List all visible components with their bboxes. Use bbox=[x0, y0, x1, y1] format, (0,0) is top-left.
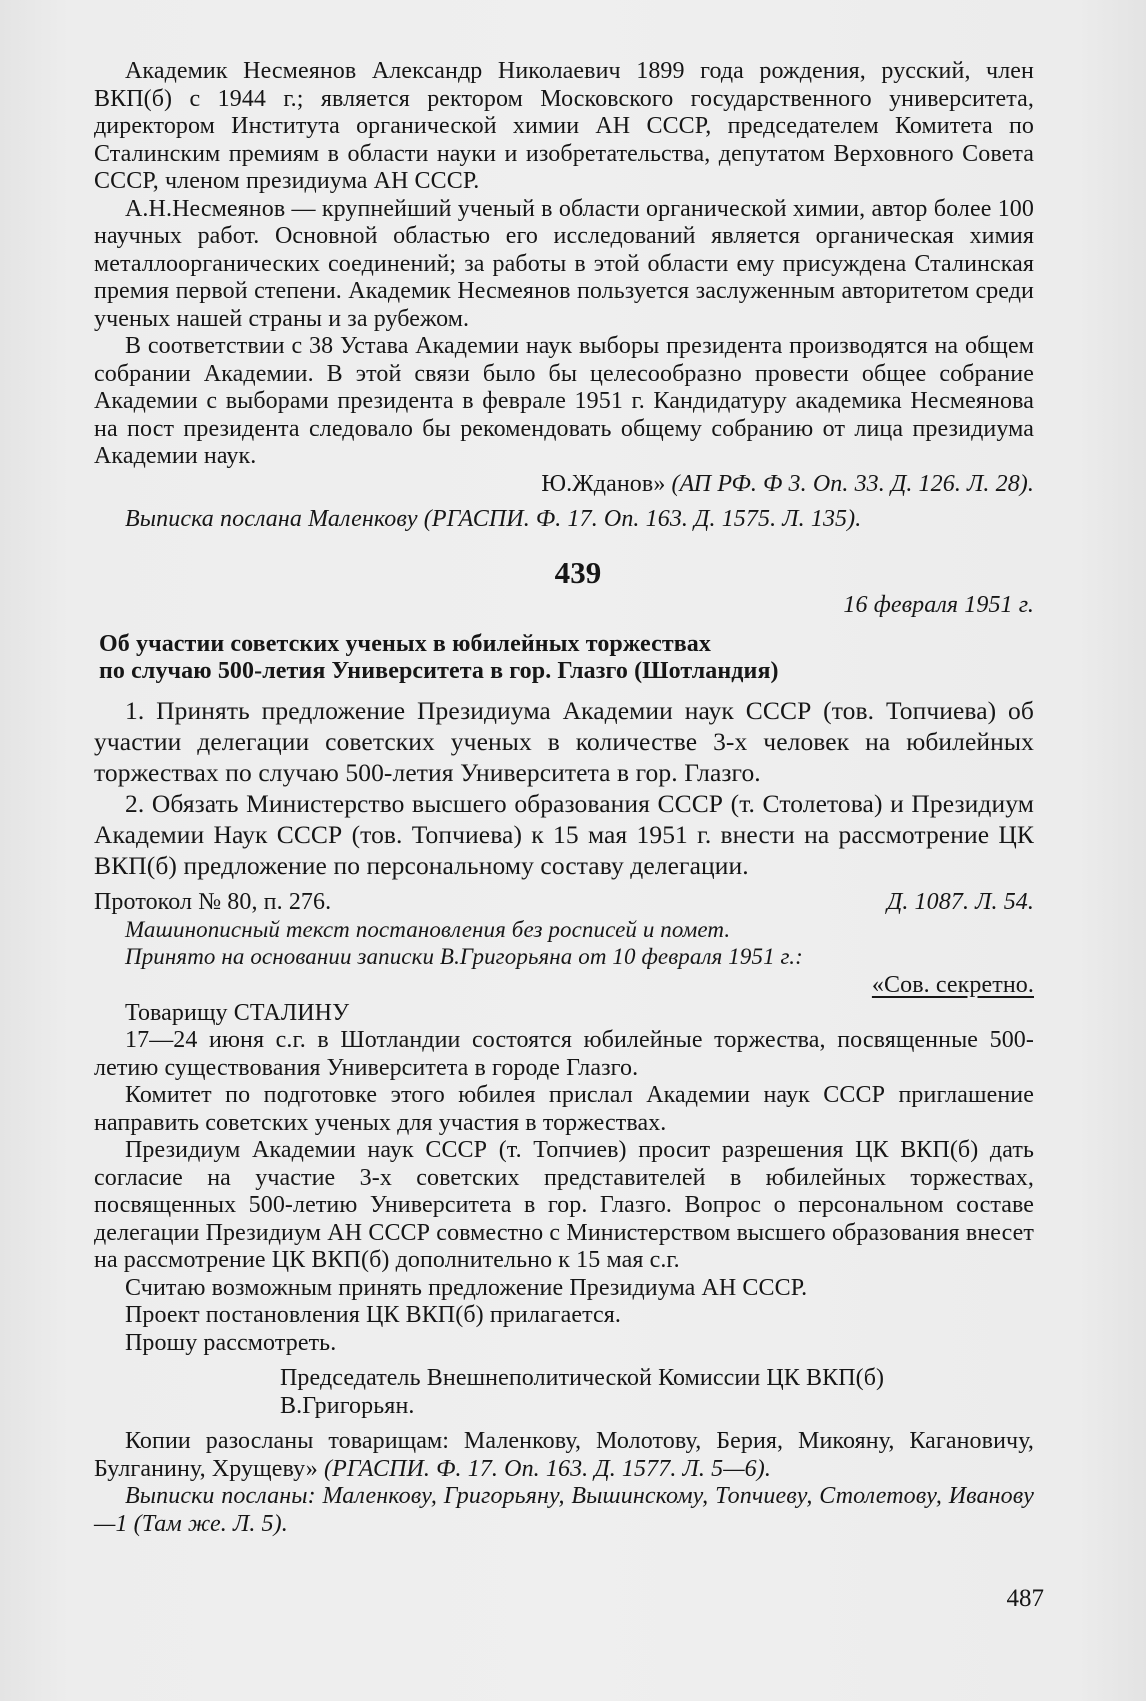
letter-paragraph-5: Проект постановления ЦК ВКП(б) прилагается. bbox=[125, 1302, 621, 1328]
decision-item-2: 2. Обязать Министерство высшего образования СССР (т. Столетова) и Президиум Академии Наук СССР (тов. Топчиева) к 15 мая 1951 г. внести на рассмотрение ЦК ВКП(б) предложение по персональному составу делегации. bbox=[94, 788, 1034, 880]
letter-paragraph-4: Считаю возможным принять предложение Президиума АН СССР. bbox=[125, 1274, 808, 1301]
letter-paragraph-1: 17—24 июня с.г. в Шотландии состоятся юбилейные торжества, посвященные 500-летию существования Университета в городе Глазго. bbox=[94, 1027, 1034, 1081]
document-title bbox=[94, 631, 1034, 685]
document-date: 16 февраля 1951 г. bbox=[843, 591, 1034, 618]
letter-signature-name: В.Григорьян. bbox=[280, 1392, 415, 1419]
extract-note-malenkov: Выписка послана Маленкову (РГАСПИ. Ф. 17. Оп. 163. Д. 1575. Л. 135). bbox=[125, 506, 862, 532]
protocol-number: Протокол № 80, п. 276. bbox=[94, 888, 332, 915]
letter-address: Товарищу СТАЛИНУ bbox=[125, 999, 350, 1026]
copies-source-ref: (РГАСПИ. Ф. 17. Оп. 163. Д. 1577. Л. 5—6). bbox=[324, 1455, 771, 1482]
zhdanov-signature-line bbox=[94, 471, 1034, 499]
decision-items bbox=[94, 695, 1034, 881]
secrecy-stamp: «Сов. секретно. bbox=[871, 972, 1034, 998]
protocol-archive-ref: Д. 1087. Л. 54. bbox=[886, 888, 1034, 915]
document-title-line-2: по случаю 500-летия Университета в гор. Глазго (Шотландия) bbox=[99, 657, 779, 684]
copies-distribution bbox=[94, 1428, 1034, 1483]
paragraph-election-procedure: В соответствии с 38 Устава Академии наук выборы президента производятся на общем собрании Академии. В этой связи было бы целесообразно провести общее собрание Академии с выборами президента в феврале 1951 г. Кандидатуру академика Несмеянова на пост президента следовало бы рекомендовать общему собранию от лица президиума Академии наук. bbox=[94, 333, 1034, 469]
protocol-line bbox=[94, 889, 1034, 917]
paragraph-biography: Академик Несмеянов Александр Николаевич 1899 года рождения, русский, член ВКП(б) с 1944 г.; является ректором Московского государственного университета, директором Института органической химии АН СССР, председателем Комитета по Сталинским премиям в области науки и изобретательства, депутатом Верховного Совета СССР, членом президиума АН СССР. bbox=[94, 58, 1034, 194]
page-number: 487 bbox=[1006, 1585, 1044, 1612]
copies-recipients: Копии разосланы товарищам: Маленкову, Молотову, Берия, Микояну, Кагановичу, Булганину, Хрущеву» bbox=[94, 1428, 1034, 1482]
document-title-line-1: Об участии советских ученых в юбилейных торжествах bbox=[99, 630, 712, 657]
page-content bbox=[94, 58, 1034, 1538]
basis-note: Принято на основании записки В.Григорьяна от 10 февраля 1951 г.: bbox=[125, 944, 803, 969]
letter-paragraph-2: Комитет по подготовке этого юбилея прислал Академии наук СССР приглашение направить советских ученых для участия в торжествах. bbox=[94, 1082, 1034, 1136]
letter-paragraph-3: Президиум Академии наук СССР (т. Топчиев) просит разрешения ЦК ВКП(б) дать согласие на участие 3-х советских представителей в юбилейных торжествах, посвященных 500-летию Университета в гор. Глазго. Вопрос о персональном составе делегации Президиум АН СССР совместно с Министерством высшего образования внесет на рассмотрение ЦК ВКП(б) дополнительно к 15 мая с.г. bbox=[94, 1137, 1034, 1273]
zhdanov-signature: Ю.Жданов» bbox=[541, 470, 666, 497]
letter-paragraph-6: Прошу рассмотреть. bbox=[125, 1329, 337, 1356]
zhdanov-source-ref: (АП РФ. Ф 3. Оп. 33. Д. 126. Л. 28). bbox=[671, 470, 1034, 497]
extracts-distribution: Выписки посланы: Маленкову, Григорьяну, Вышинскому, Топчиеву, Столетову, Иванову —1 (Там же. Л. 5). bbox=[94, 1483, 1034, 1537]
decision-item-1: 1. Принять предложение Президиума Академии наук СССР (тов. Топчиева) об участии делегации советских ученых в количестве 3-х человек на юбилейных торжествах по случаю 500-летия Университета в гор. Глазго. bbox=[94, 695, 1034, 787]
paragraph-scientific-merit: А.Н.Несмеянов — крупнейший ученый в области органической химии, автор более 100 научных работ. Основной областью его исследований является органическая химия металлоорганических соединений; за работы в этой области ему присуждена Сталинская премия первой степени. Академик Несмеянов пользуется заслуженным авторитетом среди ученых нашей страны и за рубежом. bbox=[94, 195, 1034, 332]
typewritten-note: Машинописный текст постановления без росписей и помет. bbox=[125, 917, 731, 942]
letter-signature-title: Председатель Внешнеполитической Комиссии ЦК ВКП(б) bbox=[280, 1365, 885, 1391]
document-number: 439 bbox=[554, 554, 602, 590]
